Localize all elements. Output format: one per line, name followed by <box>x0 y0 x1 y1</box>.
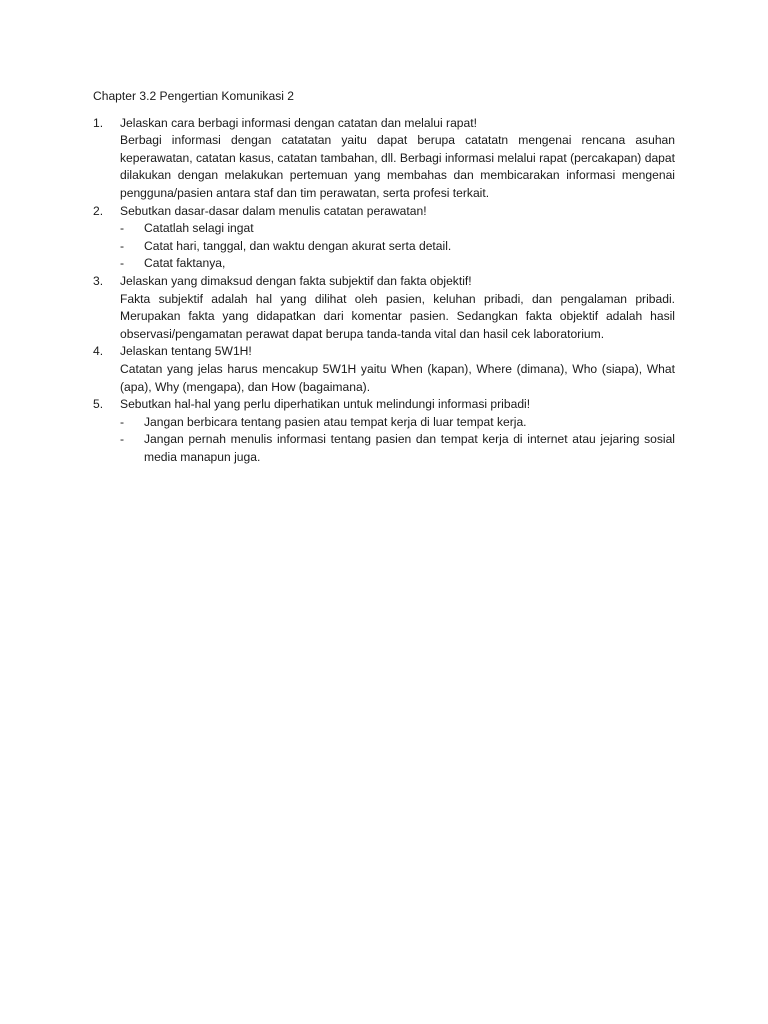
bullet-item <box>120 220 675 238</box>
bullet-item <box>120 431 675 466</box>
list-item-1 <box>93 115 675 203</box>
bullet-item <box>120 255 675 273</box>
question-text: Jelaskan yang dimaksud dengan fakta subjektif dan fakta objektif! <box>120 273 472 288</box>
bullet-text: Catatlah selagi ingat <box>144 221 254 236</box>
bullet-item <box>120 414 675 432</box>
list-item-2 <box>93 203 675 273</box>
item-number: 5. <box>93 397 104 412</box>
question-text: Jelaskan cara berbagi informasi dengan catatan dan melalui rapat! <box>120 115 477 130</box>
dash-marker: - <box>120 238 125 253</box>
list-item-3 <box>93 273 675 343</box>
bullet-text: Catat faktanya, <box>144 256 226 271</box>
document-body <box>93 88 675 466</box>
question-text: Sebutkan dasar-dasar dalam menulis catatan perawatan! <box>120 203 427 218</box>
dash-marker: - <box>120 432 125 447</box>
answer-text: Berbagi informasi dengan catatatan yaitu dapat berupa catatatn mengenai rencana asuhan keperawatan, catatan kasus, catatan tambahan, dll. Berbagi informasi melalui rapat (percakapan) dapat dilakukan dengan melakukan pertemuan yang membahas dan membicarakan informasi mengenai pengguna/pasien antara staf dan tim perawatan, serta profesi terkait. <box>120 133 675 200</box>
list-item-4 <box>93 343 675 396</box>
bullet-item <box>120 238 675 256</box>
item-number: 4. <box>93 344 104 359</box>
bullet-text: Jangan berbicara tentang pasien atau tempat kerja di luar tempat kerja. <box>144 414 527 429</box>
item-number: 3. <box>93 273 104 288</box>
answer-text: Fakta subjektif adalah hal yang dilihat oleh pasien, keluhan pribadi, dan pengalaman pribadi. Merupakan fakta yang didapatkan dari komentar pasien. Sedangkan fakta objektif adalah hasil observasi/pengamatan perawat dapat berupa tanda-tanda vital dan hasil cek laboratorium. <box>120 291 675 341</box>
question-list <box>93 115 675 467</box>
dash-marker: - <box>120 221 125 236</box>
bullet-list <box>120 414 675 467</box>
question-text: Sebutkan hal-hal yang perlu diperhatikan untuk melindungi informasi pribadi! <box>120 397 531 412</box>
item-number: 2. <box>93 203 104 218</box>
answer-text: Catatan yang jelas harus mencakup 5W1H yaitu When (kapan), Where (dimana), Who (siapa), What (apa), Why (mengapa), dan How (bagaimana). <box>120 361 675 394</box>
dash-marker: - <box>120 414 125 429</box>
bullet-text: Jangan pernah menulis informasi tentang pasien dan tempat kerja di internet atau jejaring sosial media manapun juga. <box>144 432 675 464</box>
item-number: 1. <box>93 115 104 130</box>
page-title: Chapter 3.2 Pengertian Komunikasi 2 <box>93 89 295 103</box>
dash-marker: - <box>120 256 125 271</box>
list-item-5 <box>93 396 675 466</box>
question-text: Jelaskan tentang 5W1H! <box>120 344 252 359</box>
bullet-text: Catat hari, tanggal, dan waktu dengan akurat serta detail. <box>144 238 452 253</box>
bullet-list <box>120 220 675 273</box>
